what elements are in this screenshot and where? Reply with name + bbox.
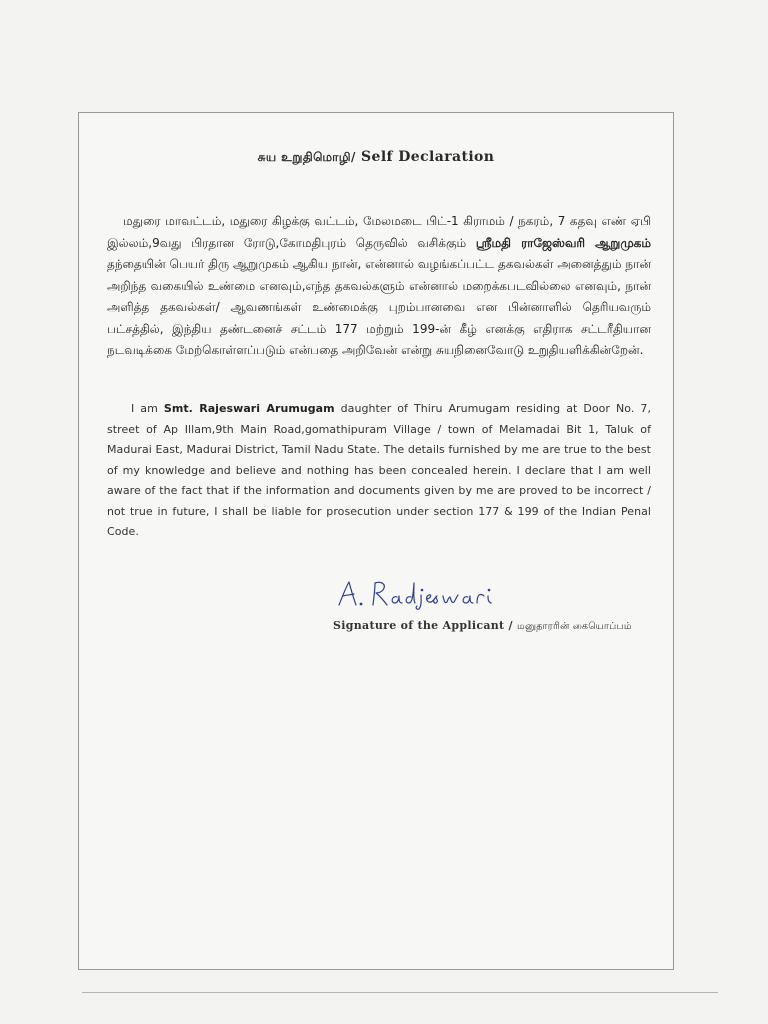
bottom-divider xyxy=(82,992,718,993)
signature-label-english: Signature of the Applicant / xyxy=(333,619,513,632)
page-title xyxy=(79,149,673,166)
english-para-text-2: daughter of Thiru Arumugam residing at Door No. 7, street of Ap Illam,9th Main Road,gomathipuram Village / town of Melamadai Bit 1, Taluk of Madurai East, Madurai District, Tamil Nadu State. The details furnished by me are true to the best of my knowledge and believe and nothing has been concealed herein. I declare that I am well aware of the fact that if the information and documents given by me are proved to be incorrect / not true in future, I shall be liable for prosecution under section 177 & 199 of the Indian Penal Code. xyxy=(107,402,651,538)
tamil-declaration-paragraph xyxy=(107,211,651,362)
tamil-para-text-2: தந்தையின் பெயர் திரு ஆறுமுகம் ஆகிய நான், என்னால் வழங்கப்பட்ட தகவல்கள் அனைத்தும் நான் அறிந்த வகையில் உண்மை எனவும்,எந்த தகவல்களும் என்னால் மறைக்கபடவில்லை எனவும், நான் அளித்த தகவல்கள்/ ஆவணங்கள் உண்மைக்கு புறம்பானவை என பின்னாளில் தெரியவரும் பட்சத்தில், இந்திய தண்டனைச் சட்டம் 177 மற்றும் 199-ன் கீழ் எனக்கு எதிராக சட்டரீதியான நடவடிக்கை மேற்கொள்ளப்படும் என்பதை அறிவேன் என்று சுயநினைவோடு உறுதியளிக்கின்றேன். xyxy=(107,257,651,357)
signature-label-tamil: மனுதாரரின் கையொப்பம் xyxy=(517,621,632,632)
declaration-page xyxy=(78,112,674,970)
english-para-name: Smt. Rajeswari Arumugam xyxy=(163,402,335,415)
title-tamil: சுய உறுதிமொழி/ xyxy=(257,150,356,164)
english-declaration-paragraph xyxy=(107,399,651,543)
handwritten-signature xyxy=(335,577,515,611)
english-para-text-1: I am xyxy=(131,402,164,415)
tamil-para-text-1: மதுரை மாவட்டம், மதுரை கிழக்கு வட்டம், மேலமடை பிட்-1 கிராமம் / நகரம், 7 கதவு எண் ஏபி இல்லம்,9வது பிரதான ரோடு,கோமதிபுரம் தெருவில் வசிக்கும் xyxy=(107,214,651,250)
signature-label xyxy=(333,619,632,633)
tamil-para-name: ஸ்ரீமதி ராஜேஸ்வரி ஆறுமுகம் xyxy=(475,235,651,250)
title-english: Self Declaration xyxy=(361,149,495,165)
